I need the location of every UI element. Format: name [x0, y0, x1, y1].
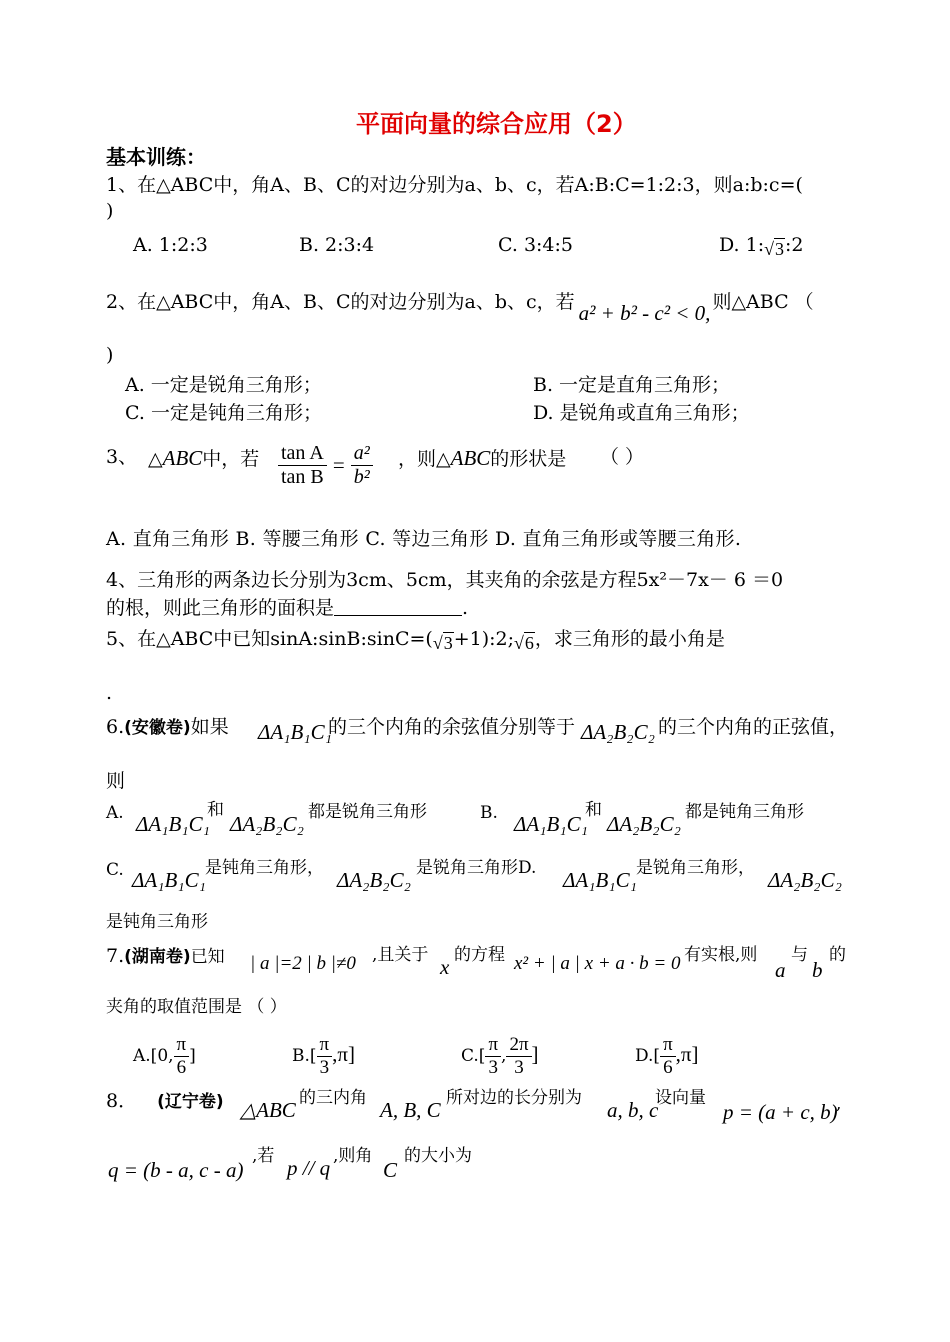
tan-fraction: $\frac{\text{tan A}}{\text{tan B}}$ [278, 442, 327, 489]
question-2-suffix: 则△ABC （ [712, 291, 814, 313]
question-5-line2: . [106, 682, 113, 704]
option-c-triangle-1: ΔA₁B₁C₁ [132, 868, 206, 892]
question-8-t6: ,则角 [333, 1146, 373, 1166]
question-1-option-d [719, 234, 804, 261]
question-3-answer-paren: （ ） [600, 446, 645, 468]
option-b-triangle-1: ΔA₁B₁C₁ [514, 812, 588, 836]
question-8-t7: 的大小为 [404, 1146, 472, 1166]
question-2-option-d: D. 是锐角或直角三角形； [533, 402, 750, 424]
question-7-equation: x² + | a | x + a · b = 0 [514, 953, 681, 974]
triangle-a2b2c2: ΔA₂B₂C₂ [581, 720, 655, 744]
triangle-abc: ABC [162, 446, 203, 470]
question-8-t4: , [836, 1094, 842, 1114]
question-8-t1: 的三内角 [299, 1088, 367, 1108]
option-d-fraction: $\frac{\pi}{6}$ [660, 1034, 676, 1079]
question-1-option-c: C. 3:4:5 [498, 234, 574, 256]
question-7-t6: 的 [829, 945, 846, 965]
question-7-t2: ,且关于 [372, 945, 429, 965]
question-1-paren-close: ) [106, 200, 114, 222]
question-7-option-a [133, 1034, 196, 1079]
question-8-t2: 所对边的长分别为 [446, 1088, 582, 1108]
question-3-formula [278, 442, 373, 489]
question-7-t1: 已知 [190, 947, 225, 967]
question-8-sides: a, b, c [607, 1098, 659, 1122]
question-6-t2: 的三个内角的余弦值分别等于 [328, 716, 576, 738]
side-fraction: $\frac{\text{a²}}{\text{b²}}$ [351, 442, 373, 489]
question-2-option-b: B. 一定是直角三角形； [533, 374, 731, 396]
question-2-option-a: A. 一定是锐角三角形； [125, 374, 322, 396]
question-6-option-a-label: A. [106, 803, 124, 823]
vector-p: p = (a + c, b) [723, 1100, 838, 1124]
question-3-number: 3、 [106, 446, 138, 468]
option-c-fraction-1: $\frac{\pi}{3}$ [485, 1034, 501, 1079]
triangle-abc-2: ABC [450, 446, 491, 470]
parallel-condition: p // q [287, 1156, 331, 1180]
option-d-pre: D.[ [635, 1045, 661, 1066]
question-6-text [106, 716, 229, 739]
triangle-symbol: △ [148, 448, 163, 470]
question-8-triangle: △ABC [240, 1098, 296, 1122]
vector-q: q = (b - a, c - a) [108, 1158, 244, 1182]
question-2-prefix: 2、在△ABC中，角A、B、C的对边分别为a、b、c，若 [106, 291, 575, 313]
option-c-text-2: 是锐角三角形D. [416, 858, 537, 878]
question-3-condition: 中，若 [202, 448, 260, 470]
answer-blank[interactable] [334, 597, 462, 616]
question-6-t3: 的三个内角的正弦值， [658, 716, 849, 738]
option-b-text: 都是钝角三角形 [685, 802, 804, 822]
question-2-paren-close: ) [106, 344, 114, 366]
question-7-option-d [635, 1034, 699, 1079]
vector-b: b [812, 958, 823, 982]
option-c-post: ] [531, 1041, 539, 1066]
option-b-post: ,π] [332, 1041, 355, 1066]
option-d-triangle-1: ΔA₁B₁C₁ [563, 868, 637, 892]
option-d-triangle-2: ΔA₂B₂C₂ [768, 868, 842, 892]
section-heading: 基本训练： [106, 145, 206, 169]
question-1-option-a: A. 1:2:3 [133, 234, 208, 256]
question-7-t3: 的方程 [454, 945, 505, 965]
question-2-text [106, 291, 814, 326]
question-7-line2: 夹角的取值范围是 （ ） [106, 997, 287, 1017]
shape-text: 的形状是 [490, 448, 567, 470]
question-7-source: (湖南卷) [124, 947, 191, 967]
option-a-pre: A.[0, [133, 1045, 174, 1066]
option-a-text: 都是锐角三角形 [308, 802, 427, 822]
option-d-post: ,π] [675, 1041, 699, 1066]
question-5-prefix: 5、在△ABC中已知sinA:sinB:sinC=( [106, 628, 433, 650]
question-3-tail [398, 446, 566, 471]
option-d-line2: 是钝角三角形 [106, 912, 208, 932]
question-6-option-b-label: B. [480, 803, 498, 823]
question-7-t4: 有实根,则 [684, 945, 758, 965]
question-6-option-c-label: C. [106, 860, 124, 880]
question-7-t5: 与 [791, 945, 808, 965]
option-c-text-1: 是钝角三角形， [205, 858, 324, 878]
then-text: ，则△ [398, 448, 451, 470]
question-2-option-c: C. 一定是钝角三角形； [125, 402, 322, 424]
question-7-option-b [292, 1034, 355, 1079]
question-8-t5: ,若 [252, 1146, 275, 1166]
question-5-mid: +1):2; [453, 628, 515, 650]
vector-a: a [775, 958, 786, 982]
option-a-triangle-2: ΔA₂B₂C₂ [230, 812, 304, 836]
question-8-angles: A, B, C [380, 1098, 441, 1122]
option-d-prefix: D. 1: [719, 234, 765, 256]
question-3-options: A. 直角三角形 B. 等腰三角形 C. 等边三角形 D. 直角三角形或等腰三角形. [106, 528, 742, 550]
option-c-pre: C.[ [461, 1045, 486, 1066]
question-7-num: 7. [106, 945, 125, 967]
option-c-comma: , [501, 1045, 507, 1066]
option-b-fraction: $\frac{\pi}{3}$ [317, 1034, 333, 1079]
question-7-option-c [461, 1034, 539, 1079]
option-c-fraction-2: $\frac{2\pi}{3}$ [506, 1034, 531, 1079]
option-b-pre: B.[ [292, 1045, 317, 1066]
question-7-number [106, 945, 225, 968]
option-d-suffix: :2 [785, 234, 804, 256]
question-3-stem [148, 446, 259, 471]
triangle-a1b1c1: ΔA₁B₁C₁ [258, 720, 332, 744]
equals-sign: = [332, 452, 345, 477]
question-6-source: (安徽卷) [124, 718, 191, 738]
option-a-post: ] [189, 1045, 196, 1066]
question-1-option-b: B. 2:3:4 [299, 234, 375, 256]
question-4-line2 [106, 597, 468, 620]
question-8-t3: 设向量 [655, 1088, 706, 1108]
option-a-fraction: $\frac{\pi}{6}$ [174, 1034, 190, 1079]
question-4-line1: 4、三角形的两条边长分别为3cm、5cm，其夹角的余弦是方程5x²－7x－ 6 ＝0 [106, 569, 784, 591]
option-b-and: 和 [585, 800, 602, 820]
sqrt-symbol: √3 [432, 633, 453, 653]
question-5-suffix: ，求三角形的最小角是 [534, 628, 725, 650]
sqrt-symbol: √6 [514, 633, 534, 653]
question-6-line2: 则 [106, 770, 126, 792]
question-8-num: 8． [106, 1090, 138, 1112]
question-4-text: 的根，则此三角形的面积是 [106, 597, 335, 619]
option-a-triangle-1: ΔA₁B₁C₁ [136, 812, 210, 836]
question-8-source: (辽宁卷) [157, 1092, 224, 1112]
page-title: 平面向量的综合应用（2） [356, 110, 637, 138]
question-8-number [106, 1090, 224, 1113]
variable-x: x [440, 955, 450, 979]
option-c-triangle-2: ΔA₂B₂C₂ [337, 868, 411, 892]
angle-c: C [383, 1158, 398, 1182]
option-b-triangle-2: ΔA₂B₂C₂ [607, 812, 681, 836]
question-1-text: 1、在△ABC中，角A、B、C的对边分别为a、b、c，若A:B:C=1:2:3，则a:b:c=( [106, 174, 803, 196]
question-6-t1: 如果 [190, 716, 229, 738]
option-d-text-1: 是锐角三角形， [636, 858, 755, 878]
question-4-period: . [462, 597, 469, 619]
sqrt-symbol: √3 [764, 239, 785, 259]
question-6-number: 6. [106, 716, 125, 738]
question-2-formula: a² + b² - c² < 0, [578, 301, 711, 325]
question-5-text [106, 628, 725, 655]
option-a-and: 和 [207, 800, 224, 820]
question-7-condition: | a |=2 | b |≠0 [250, 953, 356, 974]
